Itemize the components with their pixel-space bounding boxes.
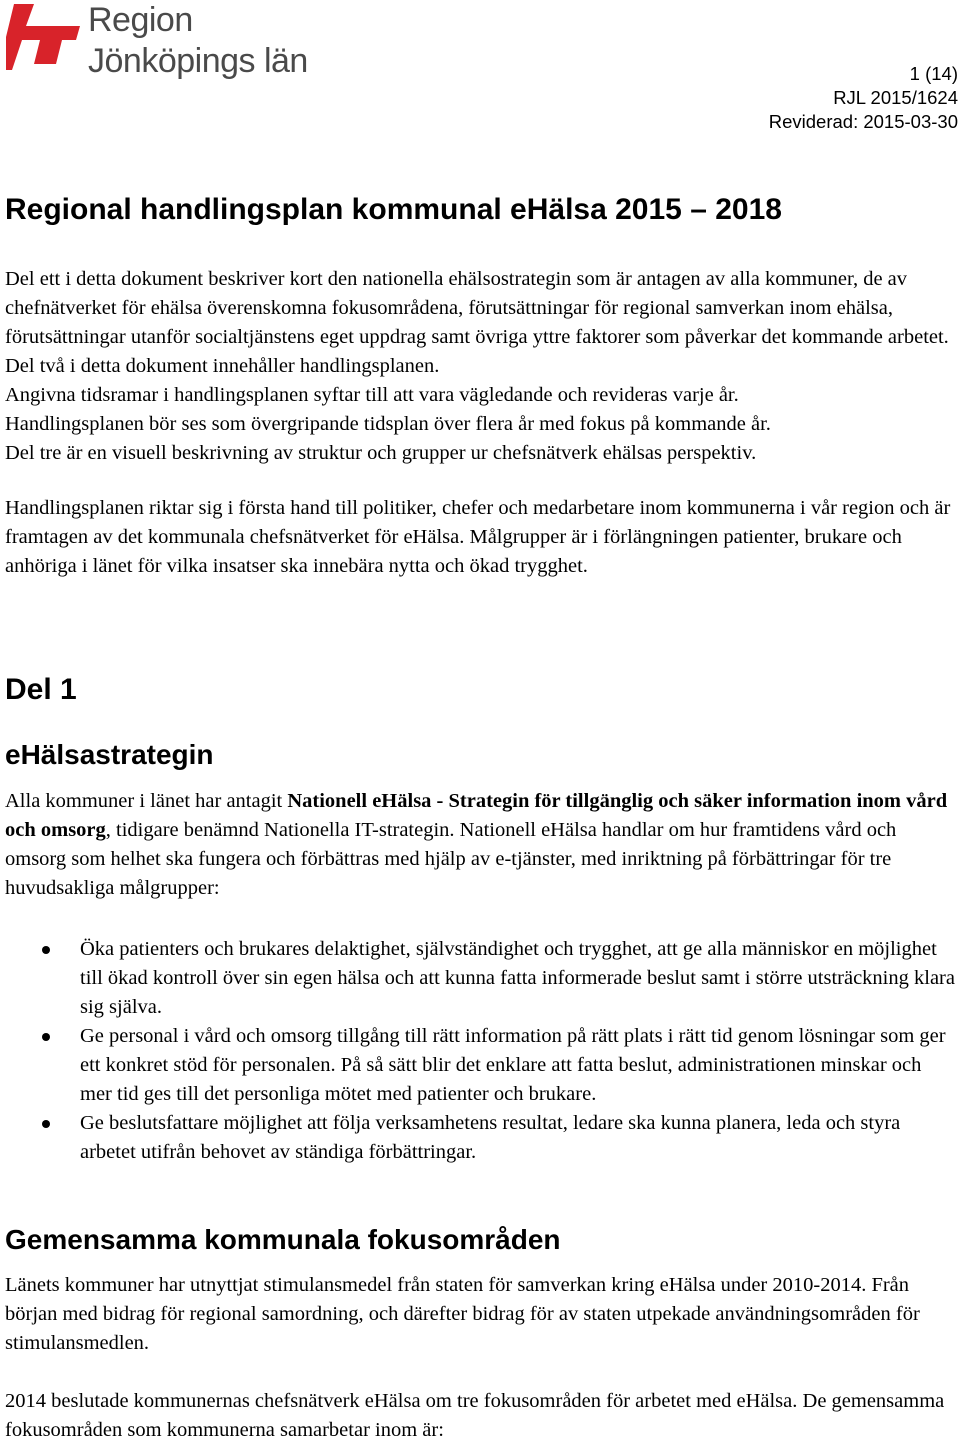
list-item [0, 1109, 955, 1167]
revision-date: Reviderad: 2015-03-30 [768, 111, 958, 132]
list-item [0, 1022, 955, 1109]
strategy-text-end: , tidigare benämnd Nationella IT-strategin. Nationell eHälsa handlar om hur framtidens vård och omsorg som helhet ska fungera och förbättras med hjälp av e-tjänster, med inriktning på förbättringar för tre huvudsakliga målgrupper: [5, 819, 897, 899]
intro-section [5, 265, 957, 581]
fokus-paragraph-1: Länets kommuner har utnyttjat stimulansmedel från staten för samverkan kring eHälsa under 2010-2014. Från början med bidrag för regional samordning, och därefter bidrag för av staten utpekade användningsområden för stimulansmedlen. [5, 1274, 920, 1354]
list-item-text: Ge beslutsfattare möjlighet att följa verksamhetens resultat, ledare ska kunna planera, leda och styra arbetet utifrån behovet av ständiga förbättringar. [80, 1112, 901, 1163]
region-logo [0, 0, 330, 82]
intro-line-4: Handlingsplanen bör ses som övergripande tidsplan över flera år med fokus på kommande år. [5, 413, 771, 435]
bullet-icon [42, 1033, 50, 1041]
bullet-icon [42, 946, 50, 954]
strategy-text-start: Alla kommuner i länet har antagit [5, 790, 288, 812]
section-subheading-ehalsastrategin: eHälsastrategin [5, 739, 214, 770]
document-meta [769, 62, 958, 134]
section-heading-fokusomraden: Gemensamma kommunala fokusområden [5, 1224, 561, 1255]
intro-line-3: Angivna tidsramar i handlingsplanen syftar till att vara vägledande och revideras varje år. [5, 384, 739, 406]
intro-line-5: Del tre är en visuell beskrivning av struktur och grupper ur chefsnätverk ehälsas perspektiv. [5, 442, 757, 464]
target-group-list [0, 935, 955, 1167]
section-heading-del-1: Del 1 [5, 673, 77, 706]
strategy-title-bold: Nationell eHälsa - Strategin för tillgänglig och säker information inom vård och omsorg [5, 790, 948, 841]
list-item-text: Öka patienters och brukares delaktighet, självständighet och trygghet, att ge alla människor en möjlighet till ökad kontroll över sin egen hälsa och att kunna fatta informerade beslut samt i större utsträckning klara sig själva. [80, 938, 955, 1018]
logo-line-1: Region [88, 1, 193, 39]
region-cross-logo-icon [6, 4, 80, 70]
fokus-paragraph-2: 2014 beslutade kommunernas chefsnätverk eHälsa om tre fokusområden för arbetet med eHälsa. De gemensamma fokusområden som kommunerna samarbetar inom är: [5, 1390, 945, 1441]
intro-paragraph-1: Del ett i detta dokument beskriver kort den nationella ehälsostrategin som är antagen av alla kommuner, de av chefnätverket för ehälsa överenskomna fokusområdena, förutsättningar för regional samverkan inom ehälsa, förutsättningar utanför socialtjänstens eget uppdrag samt övriga yttre faktorer som påverkar det kommande arbetet. [5, 268, 949, 348]
intro-paragraph-2: Handlingsplanen riktar sig i första hand till politiker, chefer och medarbetare inom kommunerna i vår region och är framtagen av det kommunala chefsnätverket för eHälsa. Målgrupper är i förlängningen patienter, brukare och anhöriga i länet för vilka insatser ska innebära nytta och ökad trygghet. [5, 497, 951, 577]
bullet-icon [42, 1120, 50, 1128]
list-item-text: Ge personal i vård och omsorg tillgång till rätt information på rätt plats i rätt tid genom lösningar som ger ett konkret stöd för personalen. På så sätt blir det enklare att fatta beslut, administrationen minskar och mer tid ges till det personliga mötet med patienter och brukare. [80, 1025, 946, 1105]
reference-number: RJL 2015/1624 [833, 87, 958, 108]
fokus-section [5, 1271, 957, 1445]
intro-line-2: Del två i detta dokument innehåller handlingsplanen. [5, 355, 440, 377]
logo-line-2: Jönköpings län [88, 42, 308, 80]
page-title: Regional handlingsplan kommunal eHälsa 2015 – 2018 [5, 193, 782, 226]
page-number: 1 (14) [909, 63, 958, 84]
strategy-paragraph [5, 787, 957, 903]
list-item [0, 935, 955, 1022]
